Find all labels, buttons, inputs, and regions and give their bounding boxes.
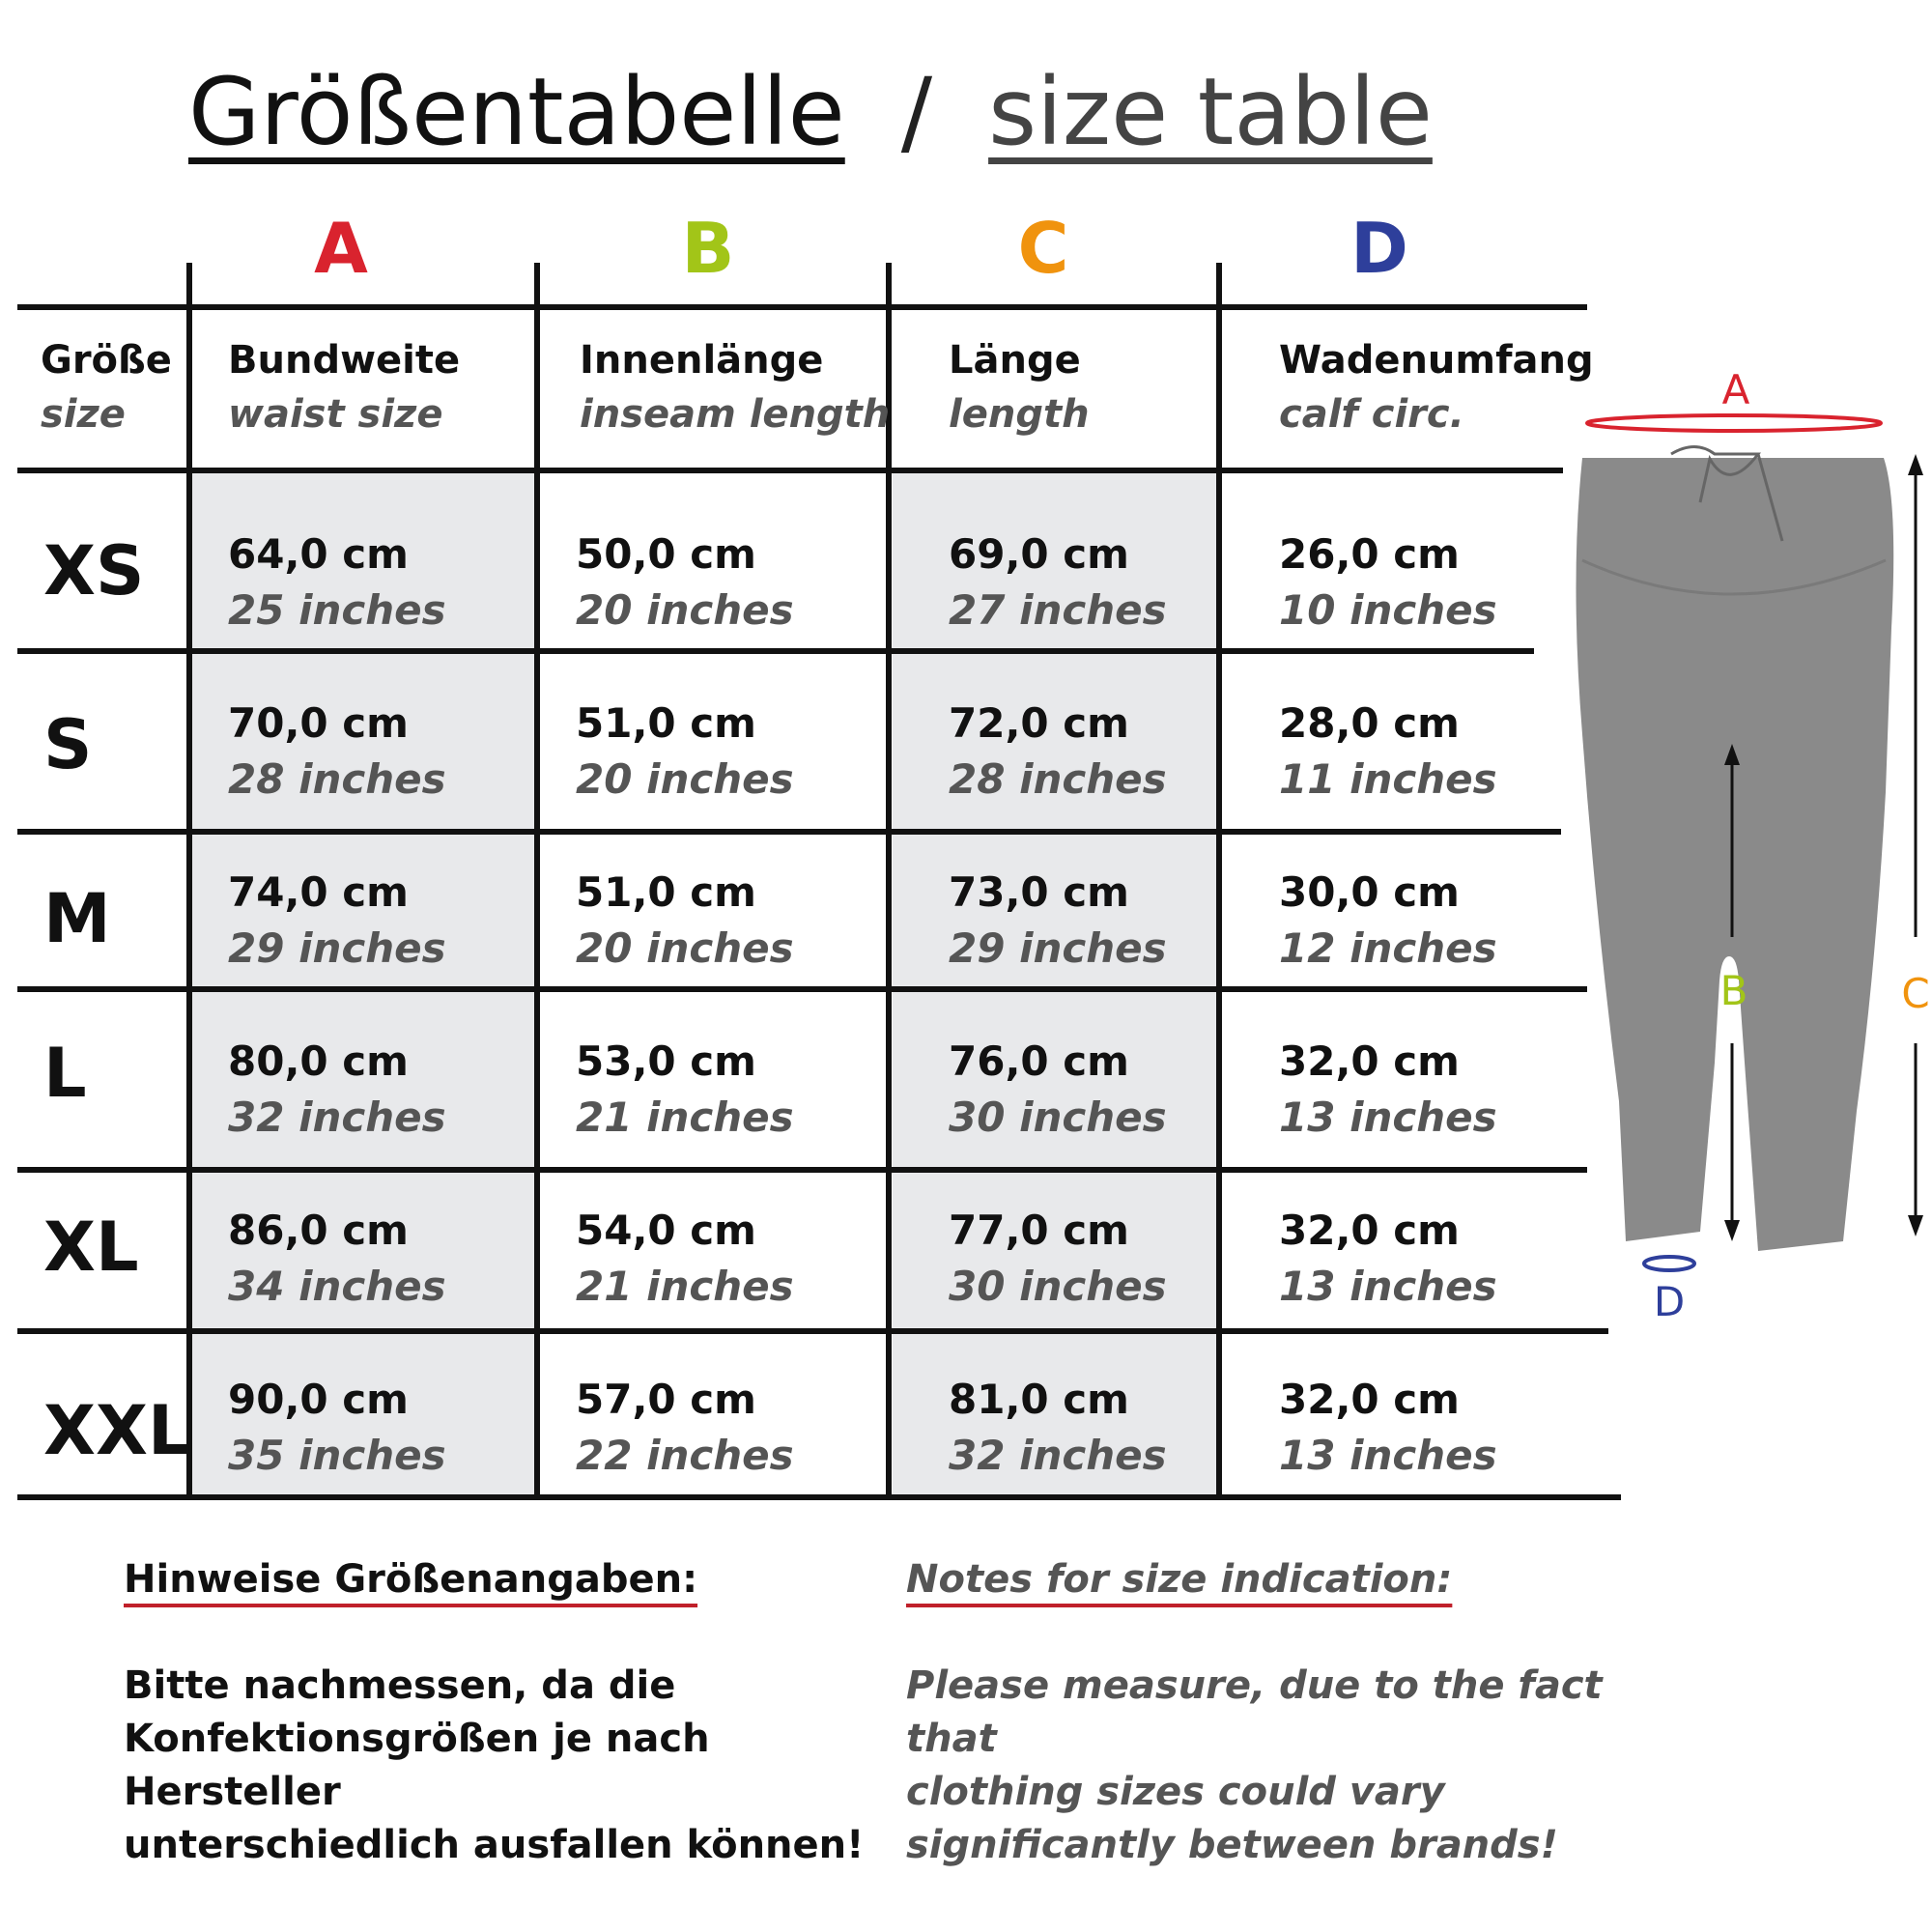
cell-d <box>1279 1034 1497 1146</box>
cell-a-cm: 64,0 cm <box>228 530 409 578</box>
length-arrowhead-bottom <box>1908 1215 1923 1236</box>
cell-d-cm: 32,0 cm <box>1279 1207 1460 1254</box>
cell-c-cm: 73,0 cm <box>949 868 1129 916</box>
notes-body-en <box>906 1660 1679 1872</box>
header-b-en: inseam length <box>580 392 891 437</box>
header-size <box>41 333 172 441</box>
inseam-arrowhead-bottom <box>1724 1220 1740 1241</box>
cell-c-inches: 30 inches <box>949 1263 1167 1310</box>
cell-a-cm: 86,0 cm <box>228 1207 409 1254</box>
header-c-en: length <box>949 392 1090 437</box>
cell-b-cm: 57,0 cm <box>576 1376 756 1423</box>
column-letter-a: A <box>314 208 368 289</box>
cell-d-cm: 28,0 cm <box>1279 699 1460 747</box>
cell-d-cm: 32,0 cm <box>1279 1376 1460 1423</box>
cell-c-cm: 76,0 cm <box>949 1037 1129 1085</box>
table-top-rule <box>17 304 1587 310</box>
cell-a-inches: 35 inches <box>228 1432 446 1479</box>
cell-c <box>949 1034 1167 1146</box>
row-rule-5 <box>17 1328 1608 1334</box>
header-a-de: Bundweite <box>228 338 461 383</box>
cell-b-cm: 51,0 cm <box>576 699 756 747</box>
column-letter-c: C <box>1017 208 1069 289</box>
cell-b-inches: 21 inches <box>576 1263 794 1310</box>
cell-b-cm: 50,0 cm <box>576 530 756 578</box>
cell-c-inches: 32 inches <box>949 1432 1167 1479</box>
header-a <box>228 333 460 441</box>
waist-ring-a <box>1587 415 1881 431</box>
cell-d <box>1279 1372 1497 1484</box>
cell-b-cm: 54,0 cm <box>576 1207 756 1254</box>
notes-body-de <box>124 1660 896 1872</box>
cell-c <box>949 696 1167 808</box>
cell-b-cm: 53,0 cm <box>576 1037 756 1085</box>
notes-en-line-3: significantly between brands! <box>906 1823 1558 1867</box>
label-a: A <box>1721 367 1750 413</box>
column-divider-2 <box>534 263 540 1500</box>
header-a-en: waist size <box>228 392 443 437</box>
size-label: S <box>43 705 93 784</box>
cell-a-inches: 25 inches <box>228 586 446 634</box>
header-b <box>580 333 890 441</box>
cell-b-inches: 20 inches <box>576 924 794 972</box>
cell-c-inches: 27 inches <box>949 586 1167 634</box>
cell-c <box>949 526 1167 639</box>
cell-c-inches: 28 inches <box>949 755 1167 803</box>
cell-c <box>949 865 1167 977</box>
label-c: C <box>1901 970 1930 1017</box>
cell-d <box>1279 696 1497 808</box>
header-size-de: Größe <box>41 338 172 383</box>
size-label: M <box>43 879 111 958</box>
cell-a-cm: 74,0 cm <box>228 868 409 916</box>
cell-c <box>949 1203 1167 1315</box>
column-divider-4 <box>1216 263 1222 1500</box>
column-letter-b: B <box>681 208 735 289</box>
cell-d <box>1279 526 1497 639</box>
cell-c-cm: 77,0 cm <box>949 1207 1129 1254</box>
size-label: XS <box>43 531 145 611</box>
cell-d-cm: 26,0 cm <box>1279 530 1460 578</box>
cell-b-inches: 22 inches <box>576 1432 794 1479</box>
cell-d <box>1279 1203 1497 1315</box>
label-b: B <box>1719 967 1748 1014</box>
column-divider-1 <box>186 263 192 1500</box>
cell-d-cm: 32,0 cm <box>1279 1037 1460 1085</box>
notes-en-line-1: Please measure, due to the fact that <box>906 1663 1603 1761</box>
cell-b-inches: 20 inches <box>576 586 794 634</box>
notes-de-line-1: Bitte nachmessen, da die <box>124 1663 676 1708</box>
cell-a <box>228 865 446 977</box>
cell-b <box>576 1372 794 1484</box>
notes-en-line-2: clothing sizes could vary <box>906 1770 1445 1814</box>
header-b-de: Innenlänge <box>580 338 824 383</box>
cell-d-inches: 13 inches <box>1279 1432 1497 1479</box>
cell-d-inches: 13 inches <box>1279 1094 1497 1141</box>
label-d: D <box>1653 1278 1686 1325</box>
table-bottom-rule <box>17 1494 1621 1500</box>
header-bottom-rule <box>17 468 1563 473</box>
cell-a-inches: 28 inches <box>228 755 446 803</box>
cell-a-cm: 70,0 cm <box>228 699 409 747</box>
length-arrowhead-top <box>1908 454 1923 475</box>
size-label: L <box>43 1034 87 1113</box>
cell-d-cm: 30,0 cm <box>1279 868 1460 916</box>
cell-c-cm: 72,0 cm <box>949 699 1129 747</box>
cell-a <box>228 1034 446 1146</box>
calf-ring-d <box>1644 1257 1694 1270</box>
cell-b <box>576 1034 794 1146</box>
notes-heading-de: Hinweise Größenangaben: <box>124 1557 698 1602</box>
cell-c-cm: 69,0 cm <box>949 530 1129 578</box>
cell-d-inches: 11 inches <box>1279 755 1497 803</box>
notes-de-line-2: Konfektionsgrößen je nach Hersteller <box>124 1717 710 1814</box>
cell-b-cm: 51,0 cm <box>576 868 756 916</box>
cell-b-inches: 21 inches <box>576 1094 794 1141</box>
cell-a <box>228 526 446 639</box>
cell-c-cm: 81,0 cm <box>949 1376 1129 1423</box>
title-separator: / <box>900 58 933 166</box>
cell-d-inches: 13 inches <box>1279 1263 1497 1310</box>
column-divider-3 <box>886 263 892 1500</box>
size-label: XXL <box>43 1391 191 1470</box>
row-rule-3 <box>17 986 1587 992</box>
row-rule-4 <box>17 1167 1587 1173</box>
cell-b-inches: 20 inches <box>576 755 794 803</box>
cell-c-inches: 30 inches <box>949 1094 1167 1141</box>
title-de: Größentabelle <box>188 58 845 166</box>
cell-a-cm: 80,0 cm <box>228 1037 409 1085</box>
title-en: size table <box>988 58 1433 166</box>
header-c-de: Länge <box>949 338 1081 383</box>
cell-a-cm: 90,0 cm <box>228 1376 409 1423</box>
cell-a <box>228 696 446 808</box>
cell-a <box>228 1372 446 1484</box>
cell-d <box>1279 865 1497 977</box>
cell-a-inches: 29 inches <box>228 924 446 972</box>
notes-de-line-3: unterschiedlich ausfallen können! <box>124 1823 865 1867</box>
cell-b <box>576 1203 794 1315</box>
row-rule-1 <box>17 648 1534 654</box>
cell-b <box>576 696 794 808</box>
header-size-en: size <box>41 392 126 437</box>
cell-d-inches: 10 inches <box>1279 586 1497 634</box>
cell-d-inches: 12 inches <box>1279 924 1497 972</box>
cell-c <box>949 1372 1167 1484</box>
cell-b <box>576 865 794 977</box>
header-c <box>949 333 1090 441</box>
cell-a-inches: 34 inches <box>228 1263 446 1310</box>
cell-c-inches: 29 inches <box>949 924 1167 972</box>
size-label: XL <box>43 1208 139 1287</box>
notes-heading-en: Notes for size indication: <box>906 1557 1453 1602</box>
cell-a <box>228 1203 446 1315</box>
header-d-en: calf circ. <box>1279 392 1464 437</box>
cell-b <box>576 526 794 639</box>
row-rule-2 <box>17 829 1561 835</box>
pants-measurement-diagram <box>1546 367 1932 1333</box>
cell-a-inches: 32 inches <box>228 1094 446 1141</box>
page-title <box>188 58 1433 166</box>
column-letter-d: D <box>1350 208 1408 289</box>
header-d-de: Wadenumfang <box>1279 338 1594 383</box>
